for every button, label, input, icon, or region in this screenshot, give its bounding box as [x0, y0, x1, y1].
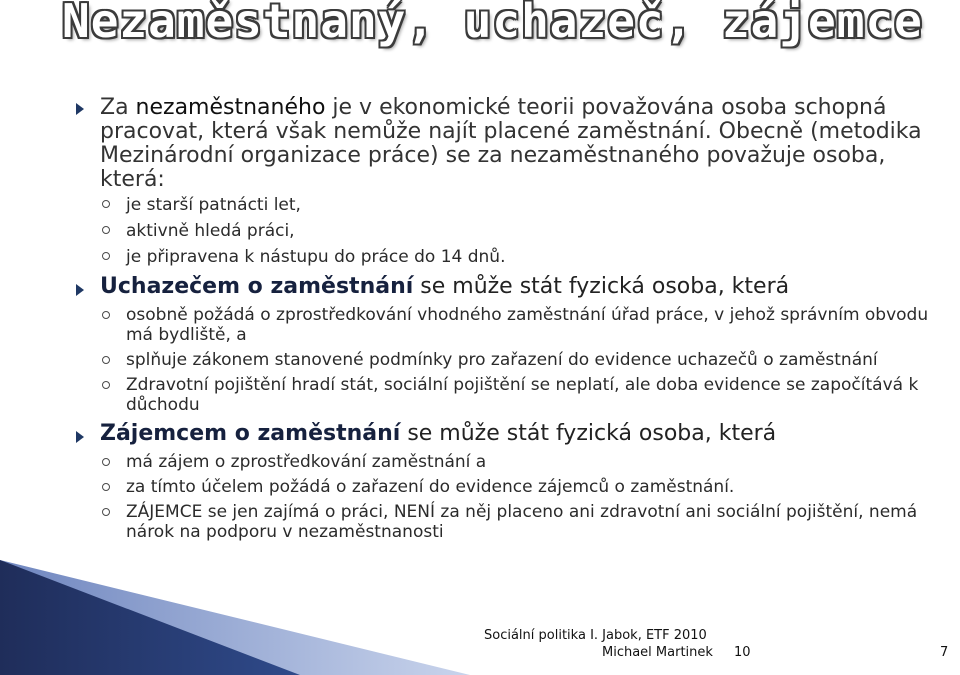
- list-item-text: splňuje zákonem stanovené podmínky pro zařazení do evidence uchazečů o zaměstnání: [126, 350, 878, 370]
- term-job-seeker: Uchazečem o zaměstnání: [100, 274, 414, 299]
- page-number: 7: [940, 645, 949, 660]
- ring-bullet-icon: [102, 483, 110, 491]
- interested-list: [76, 452, 946, 542]
- criteria-list: [76, 192, 946, 270]
- decor-dark-wedge: [0, 560, 300, 675]
- footer-author: Michael Martinek: [602, 645, 713, 660]
- ring-bullet-icon: [102, 200, 110, 208]
- text-prefix: Za: [100, 95, 136, 120]
- ring-bullet-icon: [102, 226, 110, 234]
- list-item-text: osobně požádá o zprostředkování vhodného zaměstnání úřad práce, v jehož správním obvodu má bydliště, a: [126, 305, 929, 345]
- bullet-arrow-icon: [76, 103, 84, 115]
- seeker-list: [76, 305, 946, 415]
- bullet-arrow-icon: [76, 284, 84, 296]
- list-item-text: je připravena k nástupu do práce do 14 dnů.: [126, 247, 506, 267]
- text-body: se může stát fyzická osoba, která: [400, 421, 777, 446]
- ring-bullet-icon: [102, 458, 110, 466]
- footer-inner-page-number: 10: [734, 645, 751, 660]
- text-body: je v ekonomické teorii považována osoba schopná pracovat, která však nemůže najít placené zaměstnání. Obecně (metodika Mezinárodní organizace práce) se za nezaměstnaného považuje osoba, která:: [100, 95, 922, 192]
- list-item: [76, 218, 946, 244]
- slide-content: [76, 96, 946, 542]
- bullet-arrow-icon: [76, 431, 84, 443]
- paragraph-text: [76, 96, 946, 192]
- paragraph-interested: [76, 421, 946, 542]
- list-item: [76, 502, 946, 542]
- list-item: [76, 477, 946, 497]
- ring-bullet-icon: [102, 252, 110, 260]
- list-item-text: má zájem o zprostředkování zaměstnání a: [126, 452, 487, 472]
- page-title: Nezaměstnaný, uchazeč, zájemce: [62, 0, 923, 48]
- ring-bullet-icon: [102, 508, 110, 516]
- decor-light-wedge: [0, 560, 470, 675]
- list-item: [76, 452, 946, 472]
- text-body: se může stát fyzická osoba, která: [413, 274, 790, 299]
- list-item-text: ZÁJEMCE se jen zajímá o práci, NENÍ za něj placeno ani zdravotní ani sociální pojištění, nemá nárok na podporu v nezaměstnanosti: [126, 502, 918, 542]
- ring-bullet-icon: [102, 356, 110, 364]
- list-item: [76, 244, 946, 270]
- paragraph-unemployed: [76, 96, 946, 270]
- list-item: [76, 375, 946, 415]
- list-item: [76, 350, 946, 370]
- list-item-text: za tímto účelem požádá o zařazení do evidence zájemců o zaměstnání.: [126, 477, 735, 497]
- ring-bullet-icon: [102, 381, 110, 389]
- list-item: [76, 192, 946, 218]
- term-unemployed: nezaměstnaného: [135, 95, 326, 120]
- ring-bullet-icon: [102, 311, 110, 319]
- term-interested: Zájemcem o zaměstnání: [100, 421, 401, 446]
- footer-course: Sociální politika I. Jabok, ETF 2010: [484, 628, 707, 643]
- list-item-text: Zdravotní pojištění hradí stát, sociální pojištění se neplatí, ale doba evidence se započítává k důchodu: [126, 375, 919, 415]
- list-item-text: je starší patnácti let,: [126, 195, 301, 215]
- paragraph-text: [76, 274, 946, 300]
- paragraph-job-seeker: [76, 274, 946, 415]
- list-item-text: aktivně hledá práci,: [126, 221, 295, 241]
- list-item: [76, 305, 946, 345]
- paragraph-text: [76, 421, 946, 447]
